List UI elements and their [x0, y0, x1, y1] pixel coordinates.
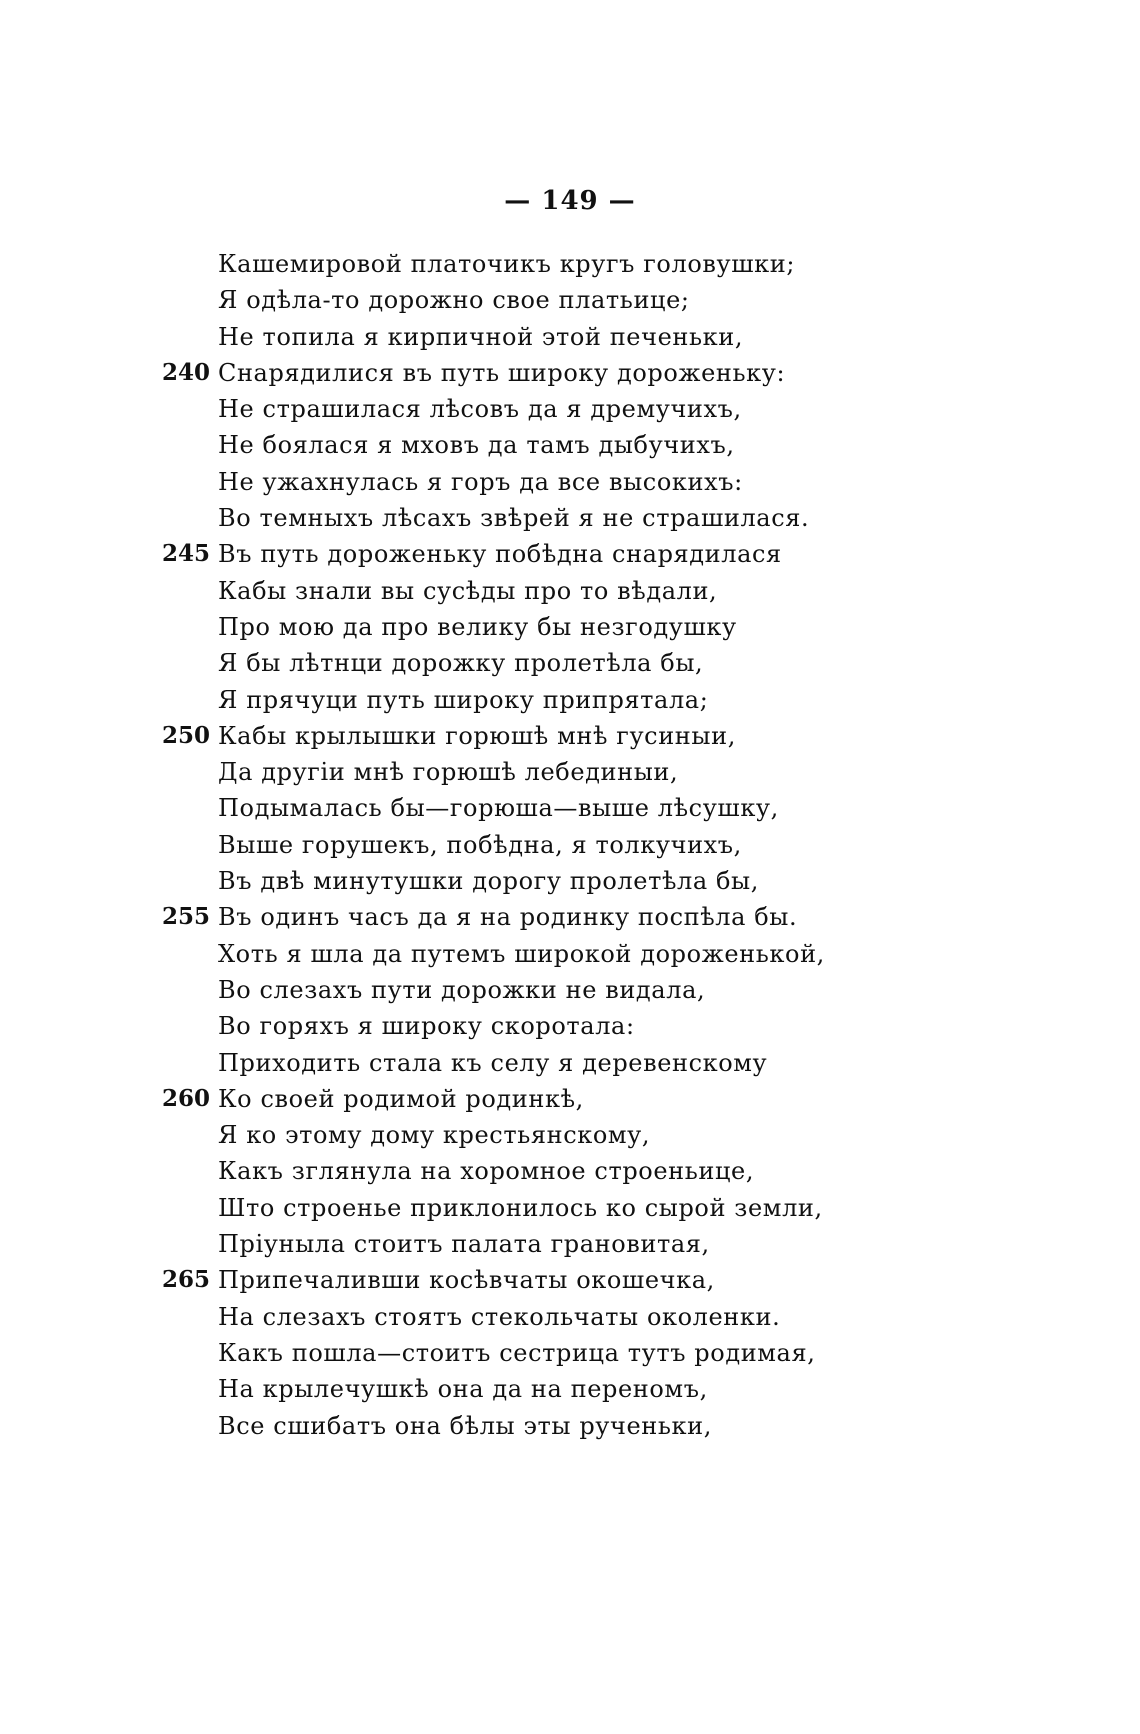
line-text: Все сшибатъ она бѣлы эты рученьки,	[218, 1411, 712, 1440]
line-number: 240	[162, 358, 211, 386]
poem-line	[0, 936, 1140, 972]
poem-line	[0, 1371, 1140, 1407]
line-text: Кашемировой платочикъ кругъ головушки;	[218, 250, 796, 278]
line-text: Во слезахъ пути дорожки не видала,	[218, 975, 706, 1004]
line-text: Да другіи мнѣ горюшѣ лебединыи,	[218, 758, 679, 787]
line-text: Припечаливши косѣвчаты окошечка,	[218, 1266, 715, 1295]
line-text: Я одѣла-то дорожно свое платьице;	[218, 286, 690, 315]
line-text: Во темныхъ лѣсахъ звѣрей я не страшилася.	[218, 504, 810, 533]
poem-body	[0, 246, 1140, 1444]
line-text: Въ двѣ минутушки дорогу пролетѣла бы,	[218, 867, 759, 896]
poem-line	[0, 500, 1140, 536]
poem-line	[0, 1335, 1140, 1371]
line-text: Хоть я шла да путемъ широкой дороженькой,	[218, 939, 825, 968]
poem-line	[0, 645, 1140, 681]
line-text: Я бы лѣтнци дорожку пролетѣла бы,	[218, 649, 704, 678]
poem-line	[0, 609, 1140, 645]
poem-line	[0, 536, 1140, 572]
line-text: Въ одинъ часъ да я на родинку поспѣла бы.	[218, 903, 798, 932]
line-text: Не страшилася лѣсовъ да я дремучихъ,	[218, 395, 742, 424]
line-text: Што строенье приклонилось ко сырой земли,	[218, 1193, 823, 1222]
poem-line	[0, 573, 1140, 609]
line-text: На слезахъ стоятъ стекольчаты околенки.	[218, 1302, 781, 1331]
line-text: Не боялася я мховъ да тамъ дыбучихъ,	[218, 431, 735, 460]
line-text: Я ко этому дому крестьянскому,	[218, 1121, 651, 1150]
poem-line	[0, 1045, 1140, 1081]
line-text: Ко своей родимой родинкѣ,	[218, 1084, 584, 1113]
poem-line	[0, 899, 1140, 935]
line-text: Приходить стала къ селу я деревенскому	[218, 1048, 768, 1077]
line-text: Какъ зглянула на хоромное строеньице,	[218, 1157, 755, 1186]
poem-line	[0, 972, 1140, 1008]
poem-line	[0, 1299, 1140, 1335]
poem-line	[0, 319, 1140, 355]
line-text: На крылечушкѣ она да на переномъ,	[218, 1375, 708, 1404]
poem-line	[0, 754, 1140, 790]
poem-line	[0, 1408, 1140, 1444]
line-text: Про мою да про велику бы незгодушку	[218, 612, 737, 641]
line-text: Кабы знали вы сусѣды про то вѣдали,	[218, 576, 718, 605]
poem-line	[0, 246, 1140, 282]
line-text: Не топила я кирпичной этой печеньки,	[218, 322, 744, 351]
poem-line	[0, 1262, 1140, 1298]
poem-line	[0, 427, 1140, 463]
page-number: — 149 —	[504, 186, 636, 216]
poem-line	[0, 391, 1140, 427]
line-text: Выше горушекъ, побѣдна, я толкучихъ,	[218, 830, 742, 859]
poem-line	[0, 682, 1140, 718]
poem-line	[0, 355, 1140, 391]
poem-line	[0, 1117, 1140, 1153]
line-text: Какъ пошла—стоитъ сестрица тутъ родимая,	[218, 1338, 816, 1367]
line-text: Не ужахнулась я горъ да все высокихъ:	[218, 467, 743, 496]
poem-line	[0, 827, 1140, 863]
poem-line	[0, 1081, 1140, 1117]
line-number: 245	[162, 540, 211, 568]
line-number: 250	[162, 721, 211, 749]
poem-line	[0, 863, 1140, 899]
line-number: 265	[162, 1266, 211, 1294]
poem-line	[0, 1226, 1140, 1262]
line-number: 260	[162, 1084, 211, 1112]
poem-line	[0, 1008, 1140, 1044]
line-text: Подымалась бы—горюша—выше лѣсушку,	[218, 794, 779, 823]
poem-line	[0, 1153, 1140, 1189]
poem-line	[0, 282, 1140, 318]
line-text: Я прячуци путь широку припрятала;	[218, 685, 709, 714]
poem-line	[0, 464, 1140, 500]
line-text: Снарядилися въ путь широку дороженьку:	[218, 358, 786, 387]
poem-line	[0, 1190, 1140, 1226]
poem-line	[0, 790, 1140, 826]
line-number: 255	[162, 903, 211, 931]
line-text: Во горяхъ я широку скоротала:	[218, 1012, 635, 1041]
line-text: Въ путь дороженьку побѣдна снарядилася	[218, 540, 782, 569]
line-text: Кабы крылышки горюшѣ мнѣ гусиныи,	[218, 721, 736, 750]
line-text: Пріуныла стоитъ палата грановитая,	[218, 1230, 710, 1259]
poem-line	[0, 718, 1140, 754]
